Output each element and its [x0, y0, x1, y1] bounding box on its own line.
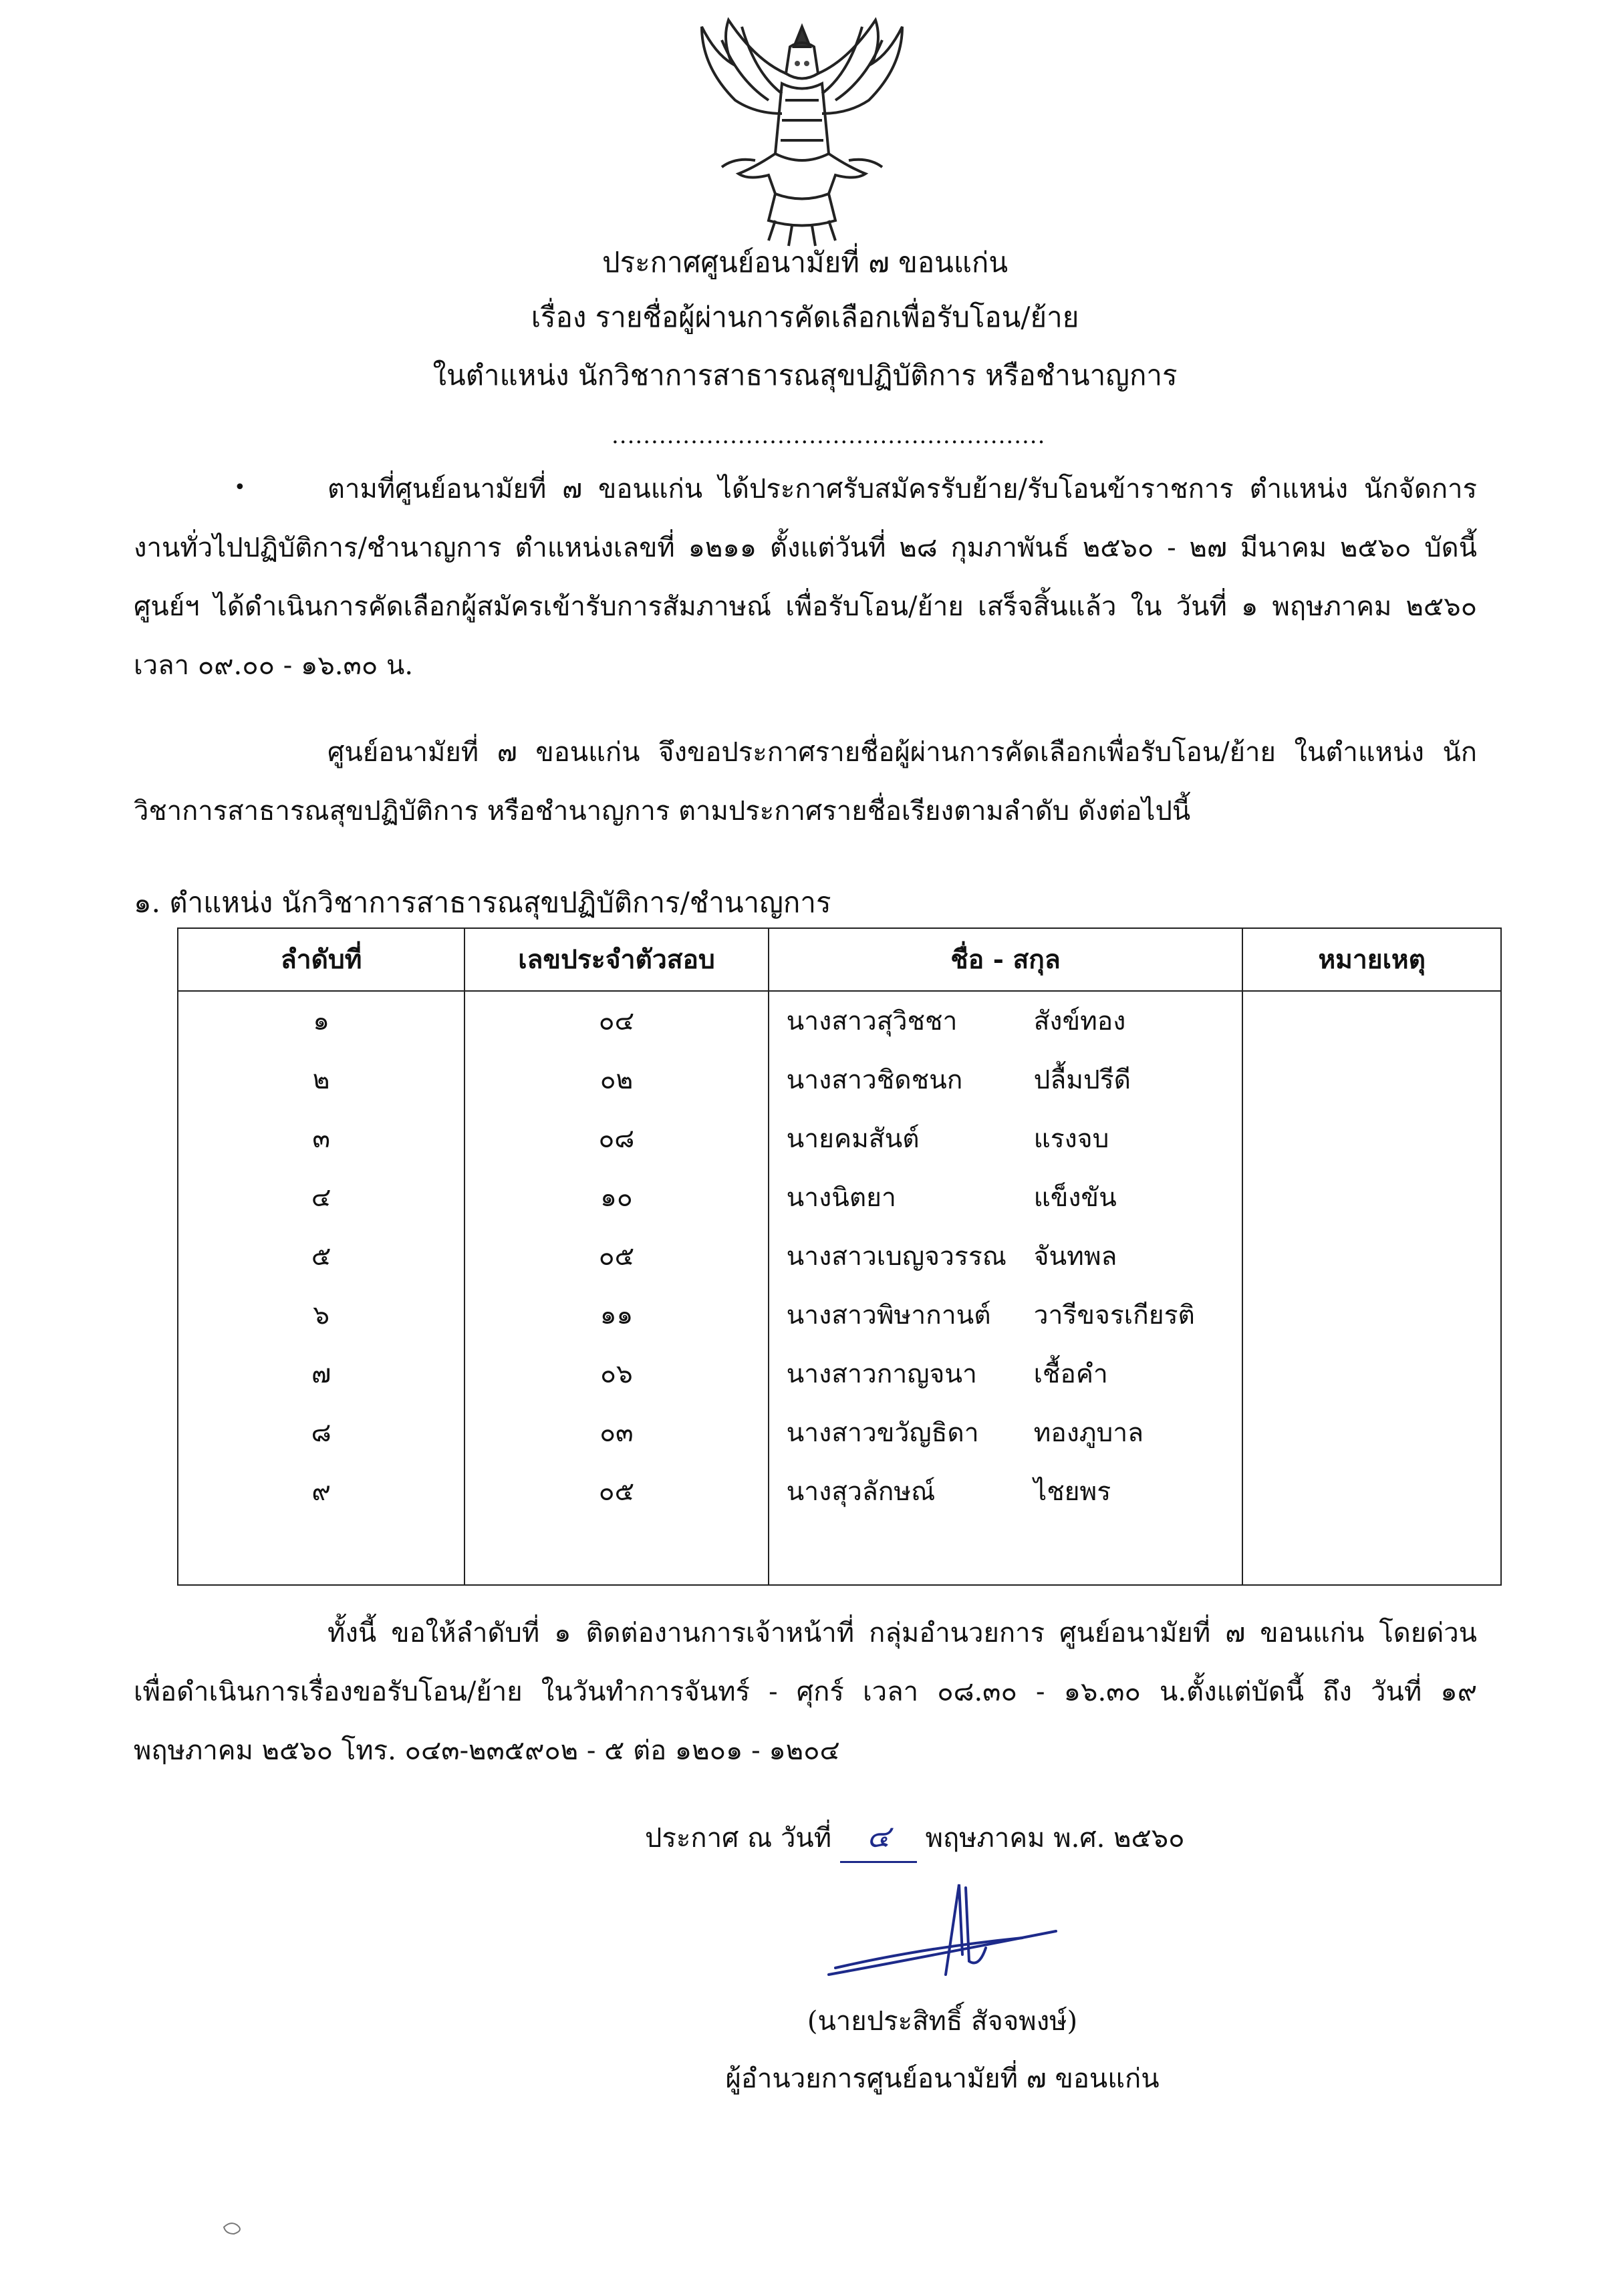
family-name: จันทพล [1033, 1242, 1117, 1272]
cell-full-name [769, 1168, 1243, 1227]
table-row [178, 1403, 1501, 1462]
family-name: ทองภูบาล [1033, 1418, 1144, 1448]
family-name: วารีขจรเกียรติ [1033, 1300, 1195, 1330]
table-row [178, 1050, 1501, 1109]
stray-bullet: • [234, 476, 246, 499]
given-name: นางสาวกาญจนา [786, 1359, 977, 1389]
cell-rank: ๗ [178, 1344, 464, 1403]
cell-remarks [1242, 1403, 1501, 1462]
table-row [178, 991, 1501, 1050]
cell-full-name [769, 1286, 1243, 1344]
cell-remarks [1242, 1227, 1501, 1286]
given-name: นายคมสันต์ [786, 1124, 920, 1154]
table-empty-row [178, 1521, 1501, 1585]
given-name: นางสาวสุวิชชา [786, 1006, 958, 1036]
cell-rank: ๘ [178, 1403, 464, 1462]
table-row [178, 1344, 1501, 1403]
paragraph-instructions-text: ทั้งนี้ ขอให้ลำดับที่ ๑ ติดต่องานการเจ้าหน้าที่ กลุ่มอำนวยการ ศูนย์อนามัยที่ ๗ ขอนแก่น โดยด่วน เพื่อดำเนินการเรื่องขอรับโอน/ย้าย ในวันทำการจันทร์ - ศุกร์ เวลา ๐๘.๓๐ - ๑๖.๓๐ น.ตั้งแต่บัดนี้ ถึง วันที่ ๑๙ พฤษภาคม ๒๕๖๐ โทร. ๐๔๓-๒๓๕๙๐๒ - ๕ ต่อ ๑๒๐๑ - ๑๒๐๔ [134, 1618, 1477, 1766]
cell-full-name [769, 1403, 1243, 1462]
garuda-emblem-icon [675, 0, 929, 251]
cell-rank: ๖ [178, 1286, 464, 1344]
header-remarks: หมายเหตุ [1242, 928, 1501, 991]
header-full-name: ชื่อ - สกุล [769, 928, 1243, 991]
table-row [178, 1227, 1501, 1286]
cell-exam-code: ๐๕ [464, 1227, 768, 1286]
family-name: เชื้อคำ [1033, 1359, 1108, 1389]
cell-full-name [769, 1462, 1243, 1521]
cell-exam-code: ๐๒ [464, 1050, 768, 1109]
cell-exam-code: ๐๔ [464, 991, 768, 1050]
announcement-title: ประกาศศูนย์อนามัยที่ ๗ ขอนแก่น [601, 246, 1009, 279]
cell-remarks [1242, 1050, 1501, 1109]
paragraph-intro-text: ตามที่ศูนย์อนามัยที่ ๗ ขอนแก่น ได้ประกาศรับสมัครรับย้าย/รับโอนข้าราชการ ตำแหน่ง นักจัดการงานทั่วไปปฏิบัติการ/ชำนาญการ ตำแหน่งเลขที่ ๑๒๑๑ ตั้งแต่วันที่ ๒๘ กุมภาพันธ์ ๒๕๖๐ - ๒๗ มีนาคม ๒๕๖๐ บัดนี้ ศูนย์ฯ ได้ดำเนินการคัดเลือกผู้สมัครเข้ารับการสัมภาษณ์ เพื่อรับโอน/ย้าย เสร็จสิ้นแล้ว ใน วันที่ ๑ พฤษภาคม ๒๕๖๐ เวลา ๐๙.๐๐ - ๑๖.๓๐ น. [134, 474, 1478, 681]
cell-remarks [1242, 1168, 1501, 1227]
cell-exam-code: ๐๖ [464, 1344, 768, 1403]
paragraph-announcement-text: ศูนย์อนามัยที่ ๗ ขอนแก่น จึงขอประกาศรายชื่อผู้ผ่านการคัดเลือกเพื่อรับโอน/ย้าย ในตำแหน่ง นักวิชาการสาธารณสุขปฏิบัติการ หรือชำนาญการ ตามประกาศรายชื่อเรียงตามลำดับ ดังต่อไปนี้ [134, 737, 1477, 827]
cell-rank: ๒ [178, 1050, 464, 1109]
table-row [178, 1286, 1501, 1344]
header-exam-code: เลขประจำตัวสอบ [464, 928, 768, 991]
cell-exam-code: ๐๘ [464, 1109, 768, 1168]
cell-full-name [769, 991, 1243, 1050]
cell-rank: ๕ [178, 1227, 464, 1286]
title-separator: ....................................................... [612, 422, 1046, 449]
header-rank: ลำดับที่ [178, 928, 464, 991]
signatory-title: ผู้อำนวยการศูนย์อนามัยที่ ๗ ขอนแก่น [725, 2063, 1160, 2094]
handwritten-signature [822, 1874, 1063, 1995]
empty-cell [178, 1521, 464, 1585]
empty-cell [1242, 1521, 1501, 1585]
given-name: นางสาวพิษากานต์ [786, 1300, 991, 1330]
cell-full-name [769, 1050, 1243, 1109]
handwritten-day: ๔ [840, 1812, 917, 1863]
given-name: นางนิตยา [786, 1183, 896, 1213]
cell-remarks [1242, 1462, 1501, 1521]
cell-rank: ๓ [178, 1109, 464, 1168]
section-title: ๑. ตำแหน่ง นักวิชาการสาธารณสุขปฏิบัติการ/ชำนาญการ [134, 886, 831, 919]
table-header-row [178, 928, 1501, 991]
cell-full-name [769, 1109, 1243, 1168]
position-line: ในตำแหน่ง นักวิชาการสาธารณสุขปฏิบัติการ หรือชำนาญการ [432, 359, 1178, 392]
cell-exam-code: ๑๑ [464, 1286, 768, 1344]
empty-cell [464, 1521, 768, 1585]
empty-cell [769, 1521, 1243, 1585]
cell-rank: ๔ [178, 1168, 464, 1227]
cell-remarks [1242, 1109, 1501, 1168]
cell-rank: ๙ [178, 1462, 464, 1521]
candidate-table [177, 927, 1502, 1586]
table-row [178, 1109, 1501, 1168]
cell-remarks [1242, 1286, 1501, 1344]
family-name: สังข์ทอง [1033, 1006, 1126, 1036]
cell-remarks [1242, 1344, 1501, 1403]
cell-exam-code: ๐๕ [464, 1462, 768, 1521]
paragraph-instructions [134, 1604, 1477, 1780]
given-name: นางสาวเบญจวรรณ [786, 1242, 1007, 1272]
announcement-date-line [645, 1812, 1185, 1863]
date-prefix: ประกาศ ณ วันที่ [645, 1823, 832, 1854]
cell-full-name [769, 1344, 1243, 1403]
given-name: นางสาวขวัญธิดา [786, 1418, 979, 1448]
cell-full-name [769, 1227, 1243, 1286]
given-name: นางสุวลักษณ์ [786, 1477, 936, 1507]
paragraph-intro [134, 460, 1477, 695]
cell-exam-code: ๑๐ [464, 1168, 768, 1227]
given-name: นางสาวชิดชนก [786, 1065, 963, 1095]
subject-line: เรื่อง รายชื่อผู้ผ่านการคัดเลือกเพื่อรับโอน/ย้าย [531, 301, 1079, 333]
cell-remarks [1242, 991, 1501, 1050]
table-row [178, 1168, 1501, 1227]
date-suffix: พฤษภาคม พ.ศ. ๒๕๖๐ [925, 1823, 1185, 1854]
cell-exam-code: ๐๓ [464, 1403, 768, 1462]
paragraph-announcement [134, 723, 1477, 841]
cell-rank: ๑ [178, 991, 464, 1050]
table-row [178, 1462, 1501, 1521]
family-name: ไชยพร [1033, 1477, 1111, 1507]
signatory-name: (นายประสิทธิ์ สัจจพงษ์) [807, 2006, 1078, 2037]
family-name: ปลื้มปรีดี [1033, 1065, 1131, 1095]
family-name: แรงจบ [1033, 1124, 1109, 1154]
family-name: แข็งขัน [1033, 1183, 1117, 1213]
paper-speck-icon [221, 2217, 247, 2237]
